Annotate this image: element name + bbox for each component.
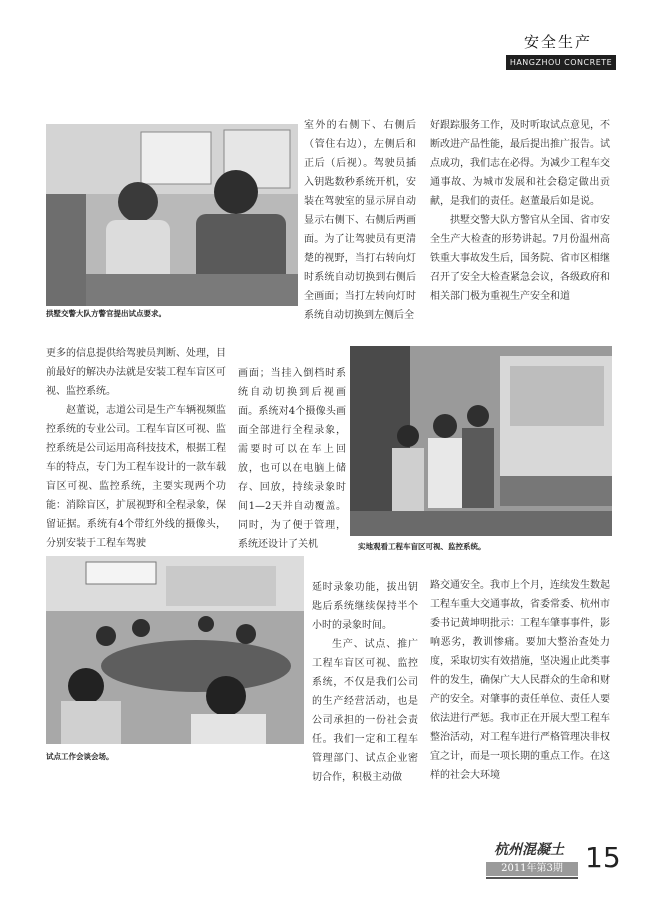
- paragraph: 好跟踪服务工作，及时听取试点意见，不断改进产品性能，最后提出推广报告。试点成功，我们志在必得。为减少工程车交通事故、为城市发展和社会稳定做出贡献，是我们的责任。赵董最后如是说。: [430, 120, 610, 207]
- article-column: [46, 344, 226, 553]
- paragraph: 更多的信息提供给驾驶员判断、处理，目前最好的解决办法就是安装工程车盲区可视、监控系统。: [46, 348, 226, 397]
- paragraph: 路交通安全。我市上个月，连续发生数起工程车重大交通事故，省委常委、杭州市委书记黄坤明批示：工程车肇事事件，影响恶劣，教训惨痛。要加大整治查处力度，采取切实有效措施，坚决遏止此类事件的发生，确保广大人民群众的生命和财产的安全。对肇事的责任单位、责任人要依法进行严惩。我市正在开展大型工程车整治活动，对工程车进行严格管理决非权宜之计，而是一项长期的重点工作。在这样的社会大环境: [430, 580, 610, 781]
- photo-caption: 实地观看工程车盲区可视、监控系统。: [358, 542, 486, 551]
- photo-meeting-room: [46, 556, 304, 744]
- article-column: [430, 576, 610, 785]
- photo-caption: 试点工作会谈会场。: [46, 752, 114, 761]
- paragraph: 延时录象功能，拔出钥匙后系统继续保持半个小时的录象时间。: [312, 582, 418, 631]
- magazine-logo: 杭州混凝土: [494, 842, 564, 858]
- issue-label: 2011年第3期: [486, 862, 578, 876]
- paragraph: 生产、试点、推广工程车盲区可视、监控系统，不仅是我们公司的生产经营活动，也是公司承担的一份社会责任。我们一定和工程车管理部门、试点企业密切合作，积极主动做: [312, 639, 418, 783]
- paragraph: 画面；当挂入倒档时系统自动切换到后视画面。系统对4个摄像头画面全部进行全程录象，需要时可以在车上回放，也可以在电脑上储存、回放，持续录象时间1—2天并自动覆盖。同时，为了便于管理，系统还设计了关机: [238, 368, 346, 550]
- paragraph: 室外的右侧下、右侧后（管住右边），左侧后和正后（后视）。驾驶员插入钥匙数秒系统开机，安装在驾驶室的显示屏自动显示右侧下、右侧后两画面。为了让驾驶员有更清楚的视野，当打右转向灯时系统自动切换到右侧后全画面；当打左转向灯时系统自动切换到左侧后全: [304, 120, 416, 321]
- photo-officer-meeting: [46, 124, 298, 306]
- photo-caption: 拱墅交警大队方警官提出试点要求。: [46, 309, 166, 318]
- article-column: [238, 364, 346, 554]
- article-column: [430, 116, 610, 306]
- photo-truck-inspection: [350, 346, 612, 536]
- section-title: 安全生产: [523, 33, 592, 51]
- footer-divider: [486, 877, 578, 879]
- paragraph: 拱墅交警大队方警官从全国、省市安全生产大检查的形势讲起。7月份温州高铁重大事故发生后，国务院、省市区相继召开了安全大检查紧急会议，各级政府和相关部门极为重视生产安全和道: [430, 215, 610, 302]
- article-column: [312, 578, 418, 787]
- section-subtitle: HANGZHOU CONCRETE: [506, 55, 616, 70]
- paragraph: 赵董说，志道公司是生产车辆视频监控系统的专业公司。工程车盲区可视、监控系统是公司运用高科技技术，根据工程车的特点，专门为工程车设计的一款车载盲区可视、监控系统，主要实现两个功能：消除盲区，扩展视野和全程录象，保留证据。系统有4个带红外线的摄像头，分别安装于工程车驾驶: [46, 405, 226, 549]
- page-number: 15: [585, 841, 621, 874]
- article-column: [304, 116, 416, 325]
